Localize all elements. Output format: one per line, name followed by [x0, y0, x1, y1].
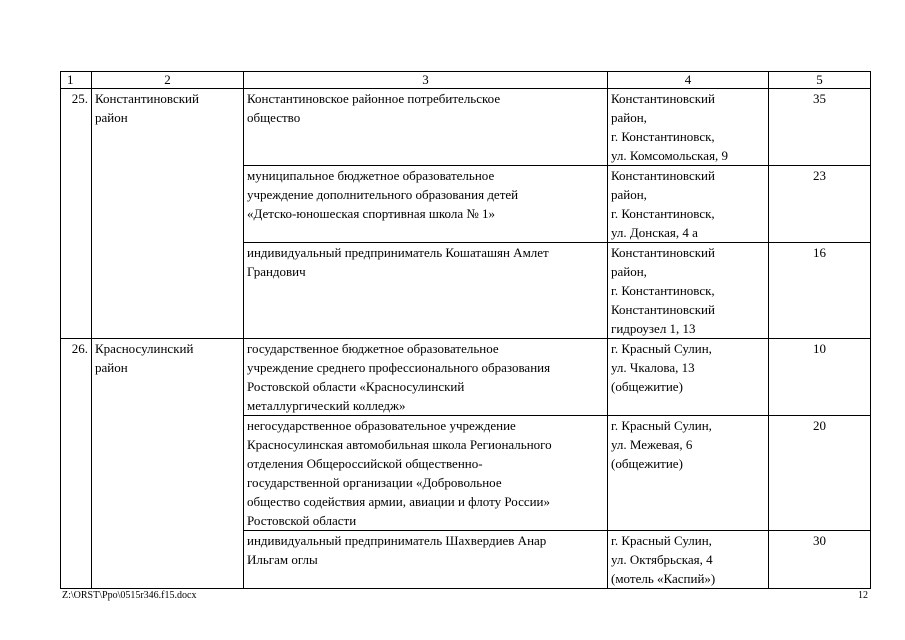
row-number-cell: 25. [61, 89, 92, 339]
address-cell: Константиновский район, г. Константиновск, ул. Комсомольская, 9 [608, 89, 769, 166]
column-header: 4 [608, 72, 769, 89]
address-cell: Константиновский район, г. Константиновск, ул. Донская, 4 а [608, 166, 769, 243]
organization-cell: индивидуальный предприниматель Шахвердиев Анар Ильгам оглы [244, 531, 608, 589]
organization-cell: индивидуальный предприниматель Кошаташян Амлет Грандович [244, 243, 608, 339]
count-cell: 30 [769, 531, 871, 589]
district-cell: Константиновский район [92, 89, 244, 339]
column-header: 3 [244, 72, 608, 89]
count-cell: 35 [769, 89, 871, 166]
page-number: 12 [858, 590, 868, 601]
organization-cell: муниципальное бюджетное образовательное учреждение дополнительного образования детей «Детско-юношеская спортивная школа № 1» [244, 166, 608, 243]
address-cell: г. Красный Сулин, ул. Октябрьская, 4 (мотель «Каспий») [608, 531, 769, 589]
address-cell: г. Красный Сулин, ул. Межевая, 6 (общежитие) [608, 416, 769, 531]
count-cell: 20 [769, 416, 871, 531]
table-row [61, 89, 871, 166]
count-cell: 23 [769, 166, 871, 243]
column-header: 5 [769, 72, 871, 89]
district-cell: Красносулинский район [92, 339, 244, 589]
document-table [60, 71, 871, 589]
address-cell: Константиновский район, г. Константиновск, Константиновский гидроузел 1, 13 [608, 243, 769, 339]
organization-cell: государственное бюджетное образовательное учреждение среднего профессионального образования Ростовской области «Красносулинский металлургический колледж» [244, 339, 608, 416]
table-row [61, 339, 871, 416]
column-header: 2 [92, 72, 244, 89]
row-number-cell: 26. [61, 339, 92, 589]
table-header-row [61, 72, 871, 89]
footer-file-path: Z:\ORST\Ppo\0515r346.f15.docx [62, 590, 197, 601]
count-cell: 10 [769, 339, 871, 416]
count-cell: 16 [769, 243, 871, 339]
organization-cell: негосударственное образовательное учреждение Красносулинская автомобильная школа Регионального отделения Общероссийской общественно- государственной организации «Добровольное общество содействия армии, авиации и флоту России» Ростовской области [244, 416, 608, 531]
address-cell: г. Красный Сулин, ул. Чкалова, 13 (общежитие) [608, 339, 769, 416]
column-header: 1 [61, 72, 92, 89]
organization-cell: Константиновское районное потребительское общество [244, 89, 608, 166]
